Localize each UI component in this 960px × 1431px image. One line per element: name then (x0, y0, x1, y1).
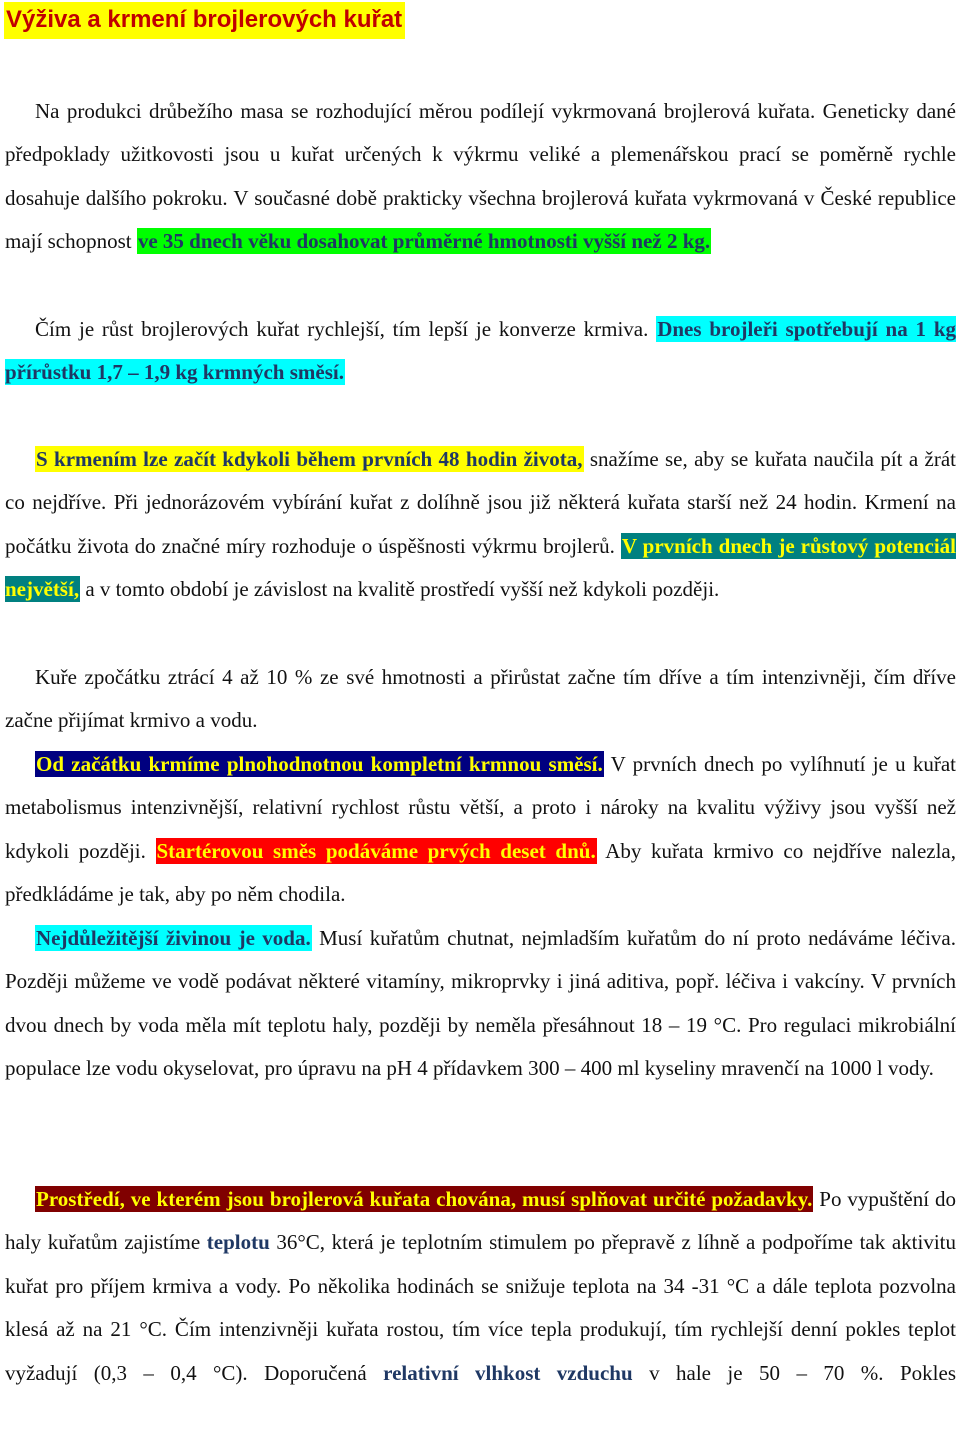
paragraph-text: Kuře zpočátku ztrácí 4 až 10 % ze své hmotnosti a přirůstat začne tím dříve a tím intenzivněji, čím dříve začne přijímat krmivo a vodu. (5, 665, 956, 733)
paragraph-start-feeding (5, 438, 956, 612)
paragraph-water (5, 917, 956, 1091)
highlight-feed-consumption: Dnes brojleři spotřebují na 1 kg přírůstku 1,7 – 1,9 kg krmných směsí. (5, 317, 956, 385)
highlight-environment-requirements: Prostředí, ve kterém jsou brojlerová kuřata chována, musí splňovat určité požadavky. (36, 1187, 813, 1211)
highlight-first-48-hours: S krmením lze začít kdykoli během prvních 48 hodin života, (36, 447, 583, 471)
paragraph-text: Čím je růst brojlerových kuřat rychlejší, tím lepší je konverze krmiva. (35, 317, 657, 341)
emphasis-temperature: teplotu (206, 1230, 270, 1255)
paragraph-text: a v tomto období je závislost na kvalitě prostředí vyšší než kdykoli později. (80, 577, 720, 602)
highlight-weight-35-days: ve 35 dnech věku dosahovat průměrné hmotnosti vyšší než 2 kg. (137, 229, 711, 254)
paragraph-text: snažíme se, aby se kuřata naučila pít a žrát co nejdříve. Při jednorázovém vybírání kuřat z dolíhně jsou již některá kuřata starší než 24 hodin. Krmení na počátku života do značné míry rozhoduje o úspěšnosti výkrmu brojlerů. (5, 447, 956, 558)
paragraph-text: v hale je 50 – 70 %. Pokles (632, 1360, 956, 1385)
paragraph-text: Po vypuštění do haly kuřatům zajistíme (5, 1187, 956, 1255)
paragraph-complete-feed (5, 743, 956, 917)
highlight-complete-feed: Od začátku krmíme plnohodnotnou kompletní krmnou směsí. (36, 752, 603, 776)
paragraph-feed-conversion (5, 308, 956, 395)
paragraph-text: Na produkci drůbežího masa se rozhodující měrou podílejí vykrmovaná brojlerová kuřata. Geneticky dané předpoklady užitkovosti jsou u kuřat určených k výkrmu veliké a plemenářskou prací se poměrně rychle dosahuje dalšího pokroku. V současné době prakticky všechna brojlerová kuřata vykrmovaná v České republice mají schopnost (5, 99, 956, 254)
document-title: Výživa a krmení brojlerových kuřat (4, 2, 405, 39)
highlight-growth-potential: V prvních dnech je růstový potenciál největší, (5, 533, 957, 602)
paragraph-text: 36°C, která je teplotním stimulem po přepravě z líhně a podpoříme tak aktivitu kuřat pro příjem krmiva a vody. Po několika hodinách se snižuje teplota na 34 -31 °C a dále teplota pozvolna klesá až na 21 °C. Čím intenzivněji kuřata rostou, tím více tepla produkují, tím rychlejší denní pokles teplot vyžadují (0,3 – 0,4 °C). Doporučená (5, 1230, 956, 1385)
paragraph-text: Aby kuřata krmivo co nejdříve nalezla, předkládáme je tak, aby po něm chodila. (5, 838, 956, 907)
paragraph-text: Musí kuřatům chutnat, nejmladším kuřatům do ní proto nedáváme léčiva. Později můžeme ve vodě podávat některé vitamíny, mikroprvky i jiná aditiva, popř. léčiva i vakcíny. V prvních dvou dnech by voda měla mít teplotu haly, později by neměla přesáhnout 18 – 19 °C. Pro regulaci mikrobiální populace lze vodu okyselovat, pro úpravu na pH 4 přídavkem 300 – 400 ml kyseliny mravenčí na 1000 l vody. (5, 926, 956, 1081)
highlight-starter-mix: Startérovou směs podáváme prvých deset dnů. (156, 838, 596, 863)
paragraph-intro (5, 90, 956, 264)
paragraph-text: V prvních dnech po vylíhnutí je u kuřat metabolismus intenzivnější, relativní rychlost růstu větší, a proto i nároky na kvalitu výživy jsou vyšší než kdykoli později. (5, 752, 956, 863)
emphasis-relative-humidity: relativní vlhkost vzduchu (383, 1360, 633, 1385)
paragraph-environment (5, 1178, 956, 1395)
paragraph-weight-loss (5, 656, 956, 743)
highlight-water-nutrient: Nejdůležitější živinou je voda. (36, 926, 311, 950)
